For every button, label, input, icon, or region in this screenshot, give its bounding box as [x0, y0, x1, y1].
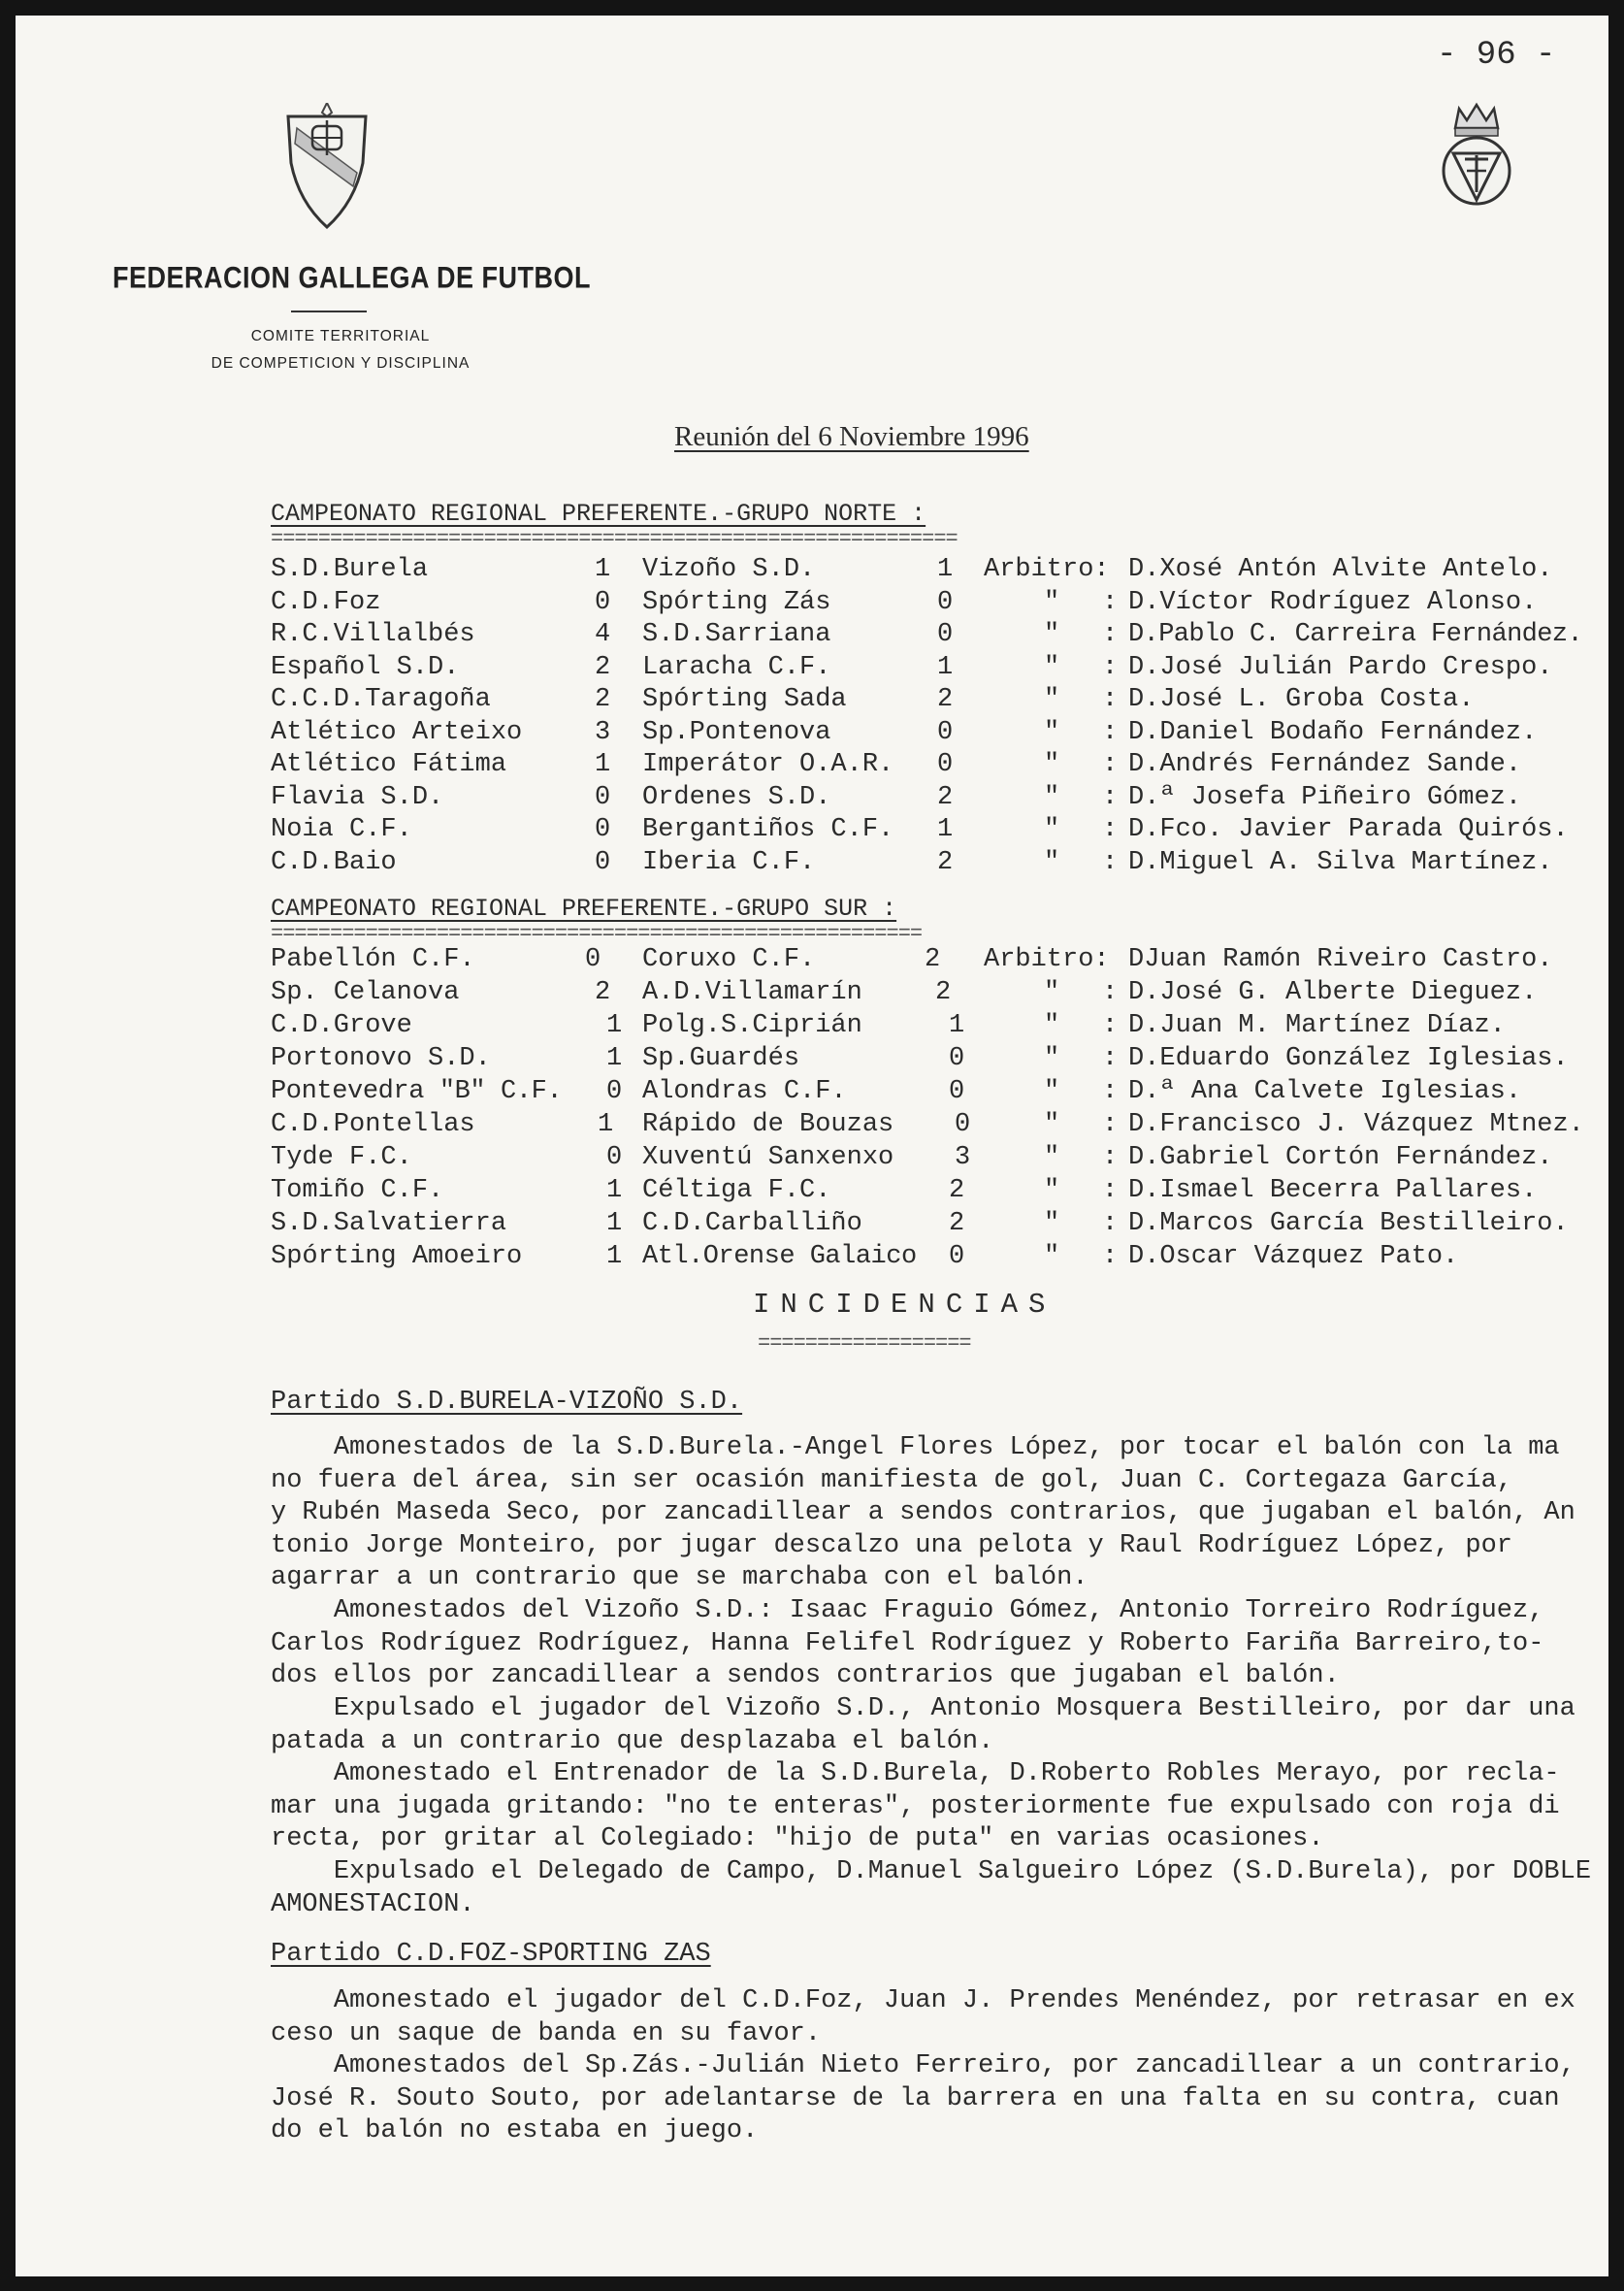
referee-name: D.Francisco J. Vázquez Mtnez.: [1128, 1110, 1584, 1139]
section-double-rule: ==========================================================: [271, 529, 958, 550]
away-score: 2: [949, 1209, 965, 1238]
away-team: Vizoño S.D.: [642, 555, 816, 584]
match-title-foz-sporting-zas: [271, 1939, 711, 1971]
away-score: 2: [925, 945, 941, 974]
away-team: Sp.Guardés: [642, 1044, 800, 1073]
away-score: 3: [955, 1143, 971, 1172]
table-row: [16, 1242, 1608, 1274]
referee-name: D.José G. Alberte Dieguez.: [1128, 978, 1538, 1007]
ditto-mark: ": [1044, 1176, 1060, 1205]
home-score: 0: [595, 815, 611, 844]
referee-name: D.Marcos García Bestilleiro.: [1128, 1209, 1569, 1238]
table-row: [16, 978, 1608, 1010]
federation-shield-icon: [283, 103, 371, 229]
away-score: 1: [937, 652, 954, 682]
away-team: Bergantiños C.F.: [642, 815, 894, 844]
away-team: Xuventú Sanxenxo: [642, 1143, 894, 1172]
table-row: [16, 555, 1608, 587]
home-score: 0: [595, 847, 611, 877]
letterhead-divider: [291, 311, 367, 312]
referee-name: D.Ismael Becerra Pallares.: [1128, 1176, 1538, 1205]
table-row: [16, 588, 1608, 620]
table-row: [16, 1209, 1608, 1241]
referee-colon: :: [1102, 1242, 1119, 1271]
home-team: C.D.Baio: [271, 847, 397, 877]
incident-paragraph: Amonestado el Entrenador de la S.D.Burela, D.Roberto Robles Merayo, por recla- mar una jugada gritando: "no te enteras", posteriormente fue expulsado con roja di recta, por gritar al Colegiado: "hijo de puta" en varias ocasiones.: [271, 1759, 1560, 1854]
referee-name: DJuan Ramón Riveiro Castro.: [1128, 945, 1553, 974]
home-team: Atlético Arteixo: [271, 717, 523, 747]
ditto-mark: ": [1044, 1110, 1060, 1139]
table-row: [16, 718, 1608, 750]
home-team: Tomiño C.F.: [271, 1176, 444, 1205]
referee-name: D.Xosé Antón Alvite Antelo.: [1128, 555, 1553, 584]
away-team: Céltiga F.C.: [642, 1176, 831, 1205]
table-row: [16, 750, 1608, 782]
table-row: [16, 1044, 1608, 1076]
home-score: 2: [595, 652, 611, 682]
table-row: [16, 685, 1608, 717]
away-score: 1: [937, 555, 954, 584]
incidencias-double-rule: ==================: [758, 1333, 971, 1355]
home-team: Pabellón C.F.: [271, 945, 475, 974]
referee-colon: :: [1102, 587, 1119, 617]
table-row: [16, 1011, 1608, 1043]
away-team: Imperátor O.A.R.: [642, 750, 894, 779]
away-score: 0: [937, 717, 954, 747]
ditto-mark: ": [1044, 620, 1060, 649]
home-team: Spórting Amoeiro: [271, 1242, 523, 1271]
home-team: Atlético Fátima: [271, 750, 507, 779]
away-score: 0: [949, 1242, 965, 1271]
table-row: [16, 653, 1608, 685]
ditto-mark: ": [1044, 978, 1060, 1007]
home-team: S.D.Burela: [271, 555, 429, 584]
home-team: Tyde F.C.: [271, 1143, 412, 1172]
crowned-crest-icon: [1436, 99, 1517, 215]
away-team: Sp.Pontenova: [642, 717, 831, 747]
ditto-mark: ": [1044, 652, 1060, 682]
home-team: S.D.Salvatierra: [271, 1209, 507, 1238]
table-row: [16, 1110, 1608, 1142]
table-row: [16, 620, 1608, 652]
ditto-mark: ": [1044, 750, 1060, 779]
referee-name: D.Víctor Rodríguez Alonso.: [1128, 587, 1538, 617]
home-score: 0: [606, 1143, 623, 1172]
table-row: [16, 1143, 1608, 1175]
match-title-burela-vizono-text: Partido S.D.BURELA-VIZOÑO S.D.: [271, 1388, 743, 1417]
home-team: Flavia S.D.: [271, 782, 444, 812]
home-team: Sp. Celanova: [271, 978, 460, 1007]
home-team: Noia C.F.: [271, 815, 412, 844]
referee-colon: :: [1102, 1110, 1119, 1139]
section-title-sur: [271, 893, 896, 925]
referee-colon: :: [1102, 1209, 1119, 1238]
section-title-norte: [271, 498, 926, 530]
referee-name: D.Pablo C. Carreira Fernández.: [1128, 620, 1583, 649]
section-title-sur-text: CAMPEONATO REGIONAL PREFERENTE.-GRUPO SUR :: [271, 895, 897, 923]
incident-paragraph: Expulsado el Delegado de Campo, D.Manuel Salgueiro López (S.D.Burela), por DOBLE AMONESTACION.: [271, 1857, 1592, 1919]
referee-colon: :: [1102, 620, 1119, 649]
referee-colon: :: [1102, 1011, 1119, 1040]
home-score: 1: [606, 1044, 623, 1073]
incident-paragraph: Amonestados de la S.D.Burela.-Angel Flores López, por tocar el balón con la ma no fuera del área, sin ser ocasión manifiesta de gol, Juan C. Cortegaza García, y Rubén Maseda Seco, por zancadillear a sendos contrarios, que jugaban el balón, An tonio Jorge Monteiro, por jugar descalzo una pelota y Raul Rodríguez López, por agarrar a un contrario que se marchaba con el balón.: [271, 1433, 1575, 1593]
away-score: 0: [937, 750, 954, 779]
incident-paragraph: Amonestados del Vizoño S.D.: Isaac Fraguio Gómez, Antonio Torreiro Rodríguez, Carlos Rodríguez Rodríguez, Hanna Felifel Rodríguez y Roberto Fariña Barreiro,to- dos ellos por zancadillear a sendos contrarios que jugaban el balón.: [271, 1596, 1544, 1691]
away-team: Iberia C.F.: [642, 847, 816, 877]
referee-name: D.ª Josefa Piñeiro Gómez.: [1128, 782, 1522, 812]
referee-name: D.Daniel Bodaño Fernández.: [1128, 717, 1538, 747]
ditto-mark: ": [1044, 1011, 1060, 1040]
ditto-mark: ": [1044, 587, 1060, 617]
referee-label: Arbitro:: [984, 555, 1110, 584]
table-row: [16, 848, 1608, 880]
committee-line-1: COMITE TERRITORIAL: [250, 328, 431, 344]
away-team: Coruxo C.F.: [642, 945, 816, 974]
home-score: 1: [598, 1110, 614, 1139]
referee-name: D.Gabriel Cortón Fernández.: [1128, 1143, 1553, 1172]
referee-name: D.José Julián Pardo Crespo.: [1128, 652, 1553, 682]
home-score: 1: [595, 750, 611, 779]
referee-colon: :: [1102, 1143, 1119, 1172]
referee-name: D.Eduardo González Iglesias.: [1128, 1044, 1569, 1073]
home-score: 0: [595, 782, 611, 812]
table-row: [16, 783, 1608, 815]
away-team: Spórting Sada: [642, 685, 847, 714]
away-team: A.D.Villamarín: [642, 978, 862, 1007]
referee-colon: :: [1102, 1176, 1119, 1205]
committee-line-2: DE COMPETICION Y DISCIPLINA: [211, 355, 471, 372]
away-team: Rápido de Bouzas: [642, 1110, 894, 1139]
home-score: 1: [606, 1011, 623, 1040]
referee-name: D.Oscar Vázquez Pato.: [1128, 1242, 1459, 1271]
referee-colon: :: [1102, 717, 1119, 747]
home-score: 4: [595, 620, 611, 649]
home-score: 2: [595, 978, 611, 1007]
away-score: 2: [949, 1176, 965, 1205]
home-score: 1: [606, 1176, 623, 1205]
ditto-mark: ": [1044, 782, 1060, 812]
ditto-mark: ": [1044, 815, 1060, 844]
away-score: 2: [937, 782, 954, 812]
referee-colon: :: [1102, 978, 1119, 1007]
referee-colon: :: [1102, 815, 1119, 844]
match-title-burela-vizono: [271, 1387, 742, 1419]
ditto-mark: ": [1044, 1209, 1060, 1238]
ditto-mark: ": [1044, 1044, 1060, 1073]
referee-label: Arbitro:: [984, 945, 1110, 974]
referee-colon: :: [1102, 847, 1119, 877]
away-score: 2: [937, 847, 954, 877]
away-team: Spórting Zás: [642, 587, 831, 617]
away-score: 1: [937, 815, 954, 844]
away-team: Laracha C.F.: [642, 652, 831, 682]
incident-paragraph: Amonestado el jugador del C.D.Foz, Juan J. Prendes Menéndez, por retrasar en ex ceso un saque de banda en su favor.: [271, 1986, 1575, 2048]
incident-paragraph: Amonestados del Sp.Zás.-Julián Nieto Ferreiro, por zancadillear a un contrario, José R. Souto Souto, por adelantarse de la barrera en una falta en su contra, cuan do el balón no estaba en juego.: [271, 2051, 1575, 2146]
home-team: C.C.D.Taragoña: [271, 685, 491, 714]
away-team: C.D.Carballiño: [642, 1209, 862, 1238]
home-team: C.D.Grove: [271, 1011, 412, 1040]
ditto-mark: ": [1044, 685, 1060, 714]
referee-name: D.José L. Groba Costa.: [1128, 685, 1475, 714]
incident-paragraph: Expulsado el jugador del Vizoño S.D., Antonio Mosquera Bestilleiro, por dar una patada a un contrario que desplazaba el balón.: [271, 1694, 1575, 1756]
away-score: 0: [937, 587, 954, 617]
home-score: 0: [595, 587, 611, 617]
ditto-mark: ": [1044, 1077, 1060, 1106]
away-score: 2: [935, 978, 952, 1007]
away-team: Ordenes S.D.: [642, 782, 831, 812]
referee-colon: :: [1102, 652, 1119, 682]
home-score: 1: [606, 1242, 623, 1271]
referee-name: D.Miguel A. Silva Martínez.: [1128, 847, 1553, 877]
table-row: [16, 1077, 1608, 1109]
home-team: Portonovo S.D.: [271, 1044, 491, 1073]
home-score: 1: [595, 555, 611, 584]
match-title-foz-sporting-zas-text: Partido C.D.FOZ-SPORTING ZAS: [271, 1940, 711, 1969]
home-team: C.D.Pontellas: [271, 1110, 475, 1139]
ditto-mark: ": [1044, 717, 1060, 747]
away-score: 0: [955, 1110, 971, 1139]
referee-name: D.Andrés Fernández Sande.: [1128, 750, 1522, 779]
home-team: Español S.D.: [271, 652, 460, 682]
page-number: - 96 -: [1437, 37, 1556, 74]
away-team: Atl.Orense Galaico: [642, 1242, 917, 1271]
away-team: Polg.S.Ciprián: [642, 1011, 862, 1040]
referee-colon: :: [1102, 1077, 1119, 1106]
referee-colon: :: [1102, 1044, 1119, 1073]
table-row: [16, 945, 1608, 977]
table-row: [16, 1176, 1608, 1208]
organization-name: FEDERACION GALLEGA DE FUTBOL: [113, 261, 591, 295]
ditto-mark: ": [1044, 1242, 1060, 1271]
home-score: 0: [606, 1077, 623, 1106]
away-team: S.D.Sarriana: [642, 620, 831, 649]
home-score: 2: [595, 685, 611, 714]
table-row: [16, 815, 1608, 847]
home-score: 0: [585, 945, 601, 974]
away-score: 2: [937, 685, 954, 714]
home-team: C.D.Foz: [271, 587, 381, 617]
home-score: 3: [595, 717, 611, 747]
away-team: Alondras C.F.: [642, 1077, 847, 1106]
referee-colon: :: [1102, 782, 1119, 812]
ditto-mark: ": [1044, 1143, 1060, 1172]
document-page: [16, 16, 1608, 2276]
referee-name: D.Fco. Javier Parada Quirós.: [1128, 815, 1569, 844]
referee-colon: :: [1102, 750, 1119, 779]
referee-colon: :: [1102, 685, 1119, 714]
home-team: R.C.Villalbés: [271, 620, 475, 649]
referee-name: D.ª Ana Calvete Iglesias.: [1128, 1077, 1522, 1106]
away-score: 1: [949, 1011, 965, 1040]
referee-name: D.Juan M. Martínez Díaz.: [1128, 1011, 1506, 1040]
meeting-title: Reunión del 6 Noviembre 1996: [674, 421, 1029, 452]
section-double-rule: =======================================================: [271, 924, 923, 945]
home-team: Pontevedra "B" C.F.: [271, 1077, 563, 1106]
away-score: 0: [949, 1044, 965, 1073]
incidencias-title: INCIDENCIAS: [753, 1289, 1056, 1321]
section-title-norte-text: CAMPEONATO REGIONAL PREFERENTE.-GRUPO NORTE :: [271, 500, 926, 528]
ditto-mark: ": [1044, 847, 1060, 877]
home-score: 1: [606, 1209, 623, 1238]
away-score: 0: [937, 620, 954, 649]
away-score: 0: [949, 1077, 965, 1106]
